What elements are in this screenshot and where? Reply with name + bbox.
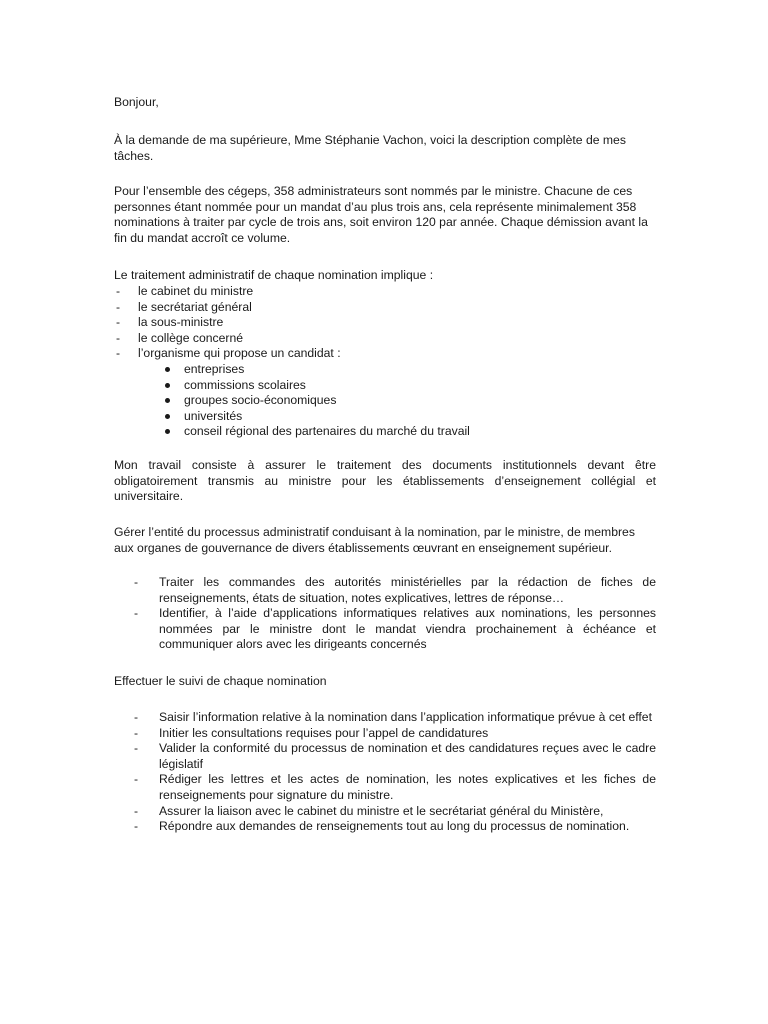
intro-paragraph: À la demande de ma supérieure, Mme Stéphanie Vachon, voici la description complète de mes tâches. — [114, 133, 626, 163]
list-item: - Traiter les commandes des autorités ministérielles par la rédaction de fiches de renseignements, états de situation, notes explicatives, lettres de réponse… — [132, 575, 656, 606]
treatment-list — [114, 284, 656, 440]
followup-heading: Effectuer le suivi de chaque nomination — [114, 674, 327, 688]
list-item: - Assurer la liaison avec le cabinet du ministre et le secrétariat général du Ministère, — [132, 804, 656, 820]
list-item: - Valider la conformité du processus de nomination et des candidatures reçues avec le cadre législatif — [132, 741, 656, 772]
list-item — [114, 346, 656, 440]
work-description: Mon travail consiste à assurer le traitement des documents institutionnels devant être obligatoirement transmis au ministre pour les établissements d’enseignement collégial et universitaire. — [114, 458, 656, 504]
list-item: - Initier les consultations requises pour l’appel de candidatures — [132, 726, 656, 742]
list-item: - le cabinet du ministre — [114, 284, 656, 300]
list-item: - le collège concerné — [114, 331, 656, 347]
followup-list — [132, 710, 656, 835]
manage-heading: Gérer l’entité du processus administratif conduisant à la nomination, par le ministre, de membres aux organes de gouvernance de divers établissements œuvrant en enseignement supérieur. — [114, 525, 635, 555]
list-item: - Répondre aux demandes de renseignements tout au long du processus de nomination. — [132, 819, 656, 835]
list-item: - le secrétariat général — [114, 300, 656, 316]
treatment-heading: Le traitement administratif de chaque nomination implique : — [114, 268, 434, 282]
list-item: - Identifier, à l’aide d’applications informatiques relatives aux nominations, les personnes nommées par le ministre dont le mandat viendra prochainement à échéance et communiquer alors avec les dirigeants concernés — [132, 606, 656, 653]
list-item: universités — [138, 409, 656, 425]
manage-list — [132, 575, 656, 653]
greeting: Bonjour, — [114, 95, 159, 109]
list-item: groupes socio-économiques — [138, 393, 656, 409]
list-item-label: l’organisme qui propose un candidat : — [138, 346, 341, 361]
list-item: - Rédiger les lettres et les actes de nomination, les notes explicatives et les fiches de renseignements pour signature du ministre. — [132, 772, 656, 803]
list-item: commissions scolaires — [138, 378, 656, 394]
list-item: conseil régional des partenaires du marché du travail — [138, 424, 656, 440]
organism-list — [138, 362, 656, 440]
context-paragraph: Pour l’ensemble des cégeps, 358 administrateurs sont nommés par le ministre. Chacune de ces personnes étant nommée pour un mandat d’au plus trois ans, cela représente minimalement 358 nominations à traiter par cycle de trois ans, soit environ 120 par année. Chaque démission avant la fin du mandat accroît ce volume. — [114, 184, 648, 245]
list-item: - la sous-ministre — [114, 315, 656, 331]
list-item: entreprises — [138, 362, 656, 378]
list-item: - Saisir l’information relative à la nomination dans l’application informatique prévue à cet effet — [132, 710, 656, 726]
